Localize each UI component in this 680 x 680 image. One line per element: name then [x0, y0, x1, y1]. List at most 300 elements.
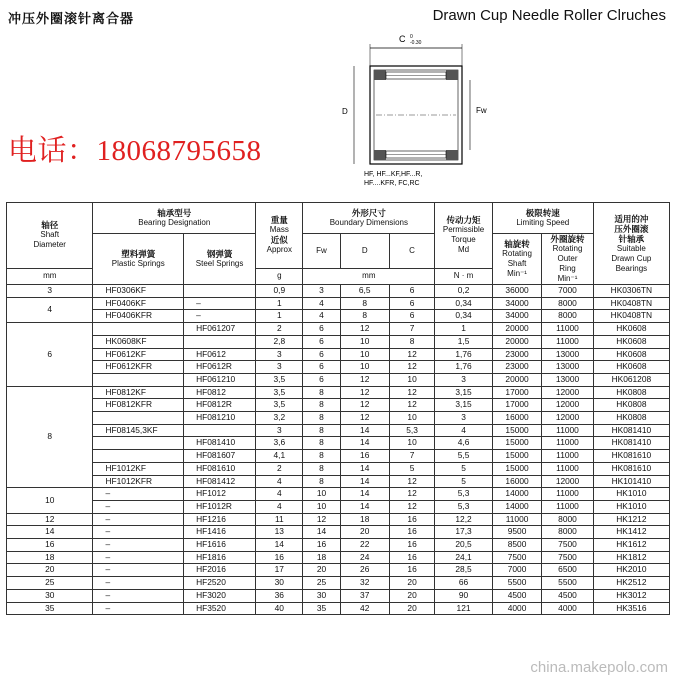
torque-cell: 17,3 [435, 526, 493, 539]
rotating-ring-cell: 11000 [542, 488, 593, 501]
torque-cell: 90 [435, 589, 493, 602]
rotating-shaft-cell: 14000 [492, 500, 541, 513]
suitable-bearing-cell: HK3012 [593, 589, 669, 602]
steel-spring-cell: HF081410 [184, 437, 256, 450]
mass-cell: 4 [256, 475, 303, 488]
steel-spring-cell: HF2520 [184, 577, 256, 590]
mass-cell: 4 [256, 488, 303, 501]
steel-spring-cell: HF1816 [184, 551, 256, 564]
d-cell: 16 [340, 450, 389, 463]
torque-cell: 5 [435, 462, 493, 475]
plastic-spring-cell: HF0406KF [93, 297, 184, 310]
fw-cell: 35 [303, 602, 340, 615]
suitable-bearing-cell: HK0608 [593, 335, 669, 348]
plastic-spring-cell: – [93, 526, 184, 539]
fw-cell: 6 [303, 361, 340, 374]
suitable-bearing-cell: HK1010 [593, 488, 669, 501]
plastic-spring-cell [93, 412, 184, 425]
table-row [7, 475, 670, 488]
table-body [7, 285, 670, 615]
rotating-shaft-cell: 5500 [492, 577, 541, 590]
rotating-shaft-cell: 11000 [492, 513, 541, 526]
mass-cell: 3,2 [256, 412, 303, 425]
steel-spring-cell: HF0612 [184, 348, 256, 361]
d-cell: 12 [340, 399, 389, 412]
steel-spring-cell: HF061210 [184, 373, 256, 386]
header-steel-springs: 钢弹簧 Steel Springs [184, 234, 256, 285]
mass-cell: 16 [256, 551, 303, 564]
mass-cell: 40 [256, 602, 303, 615]
fw-cell: 8 [303, 386, 340, 399]
mass-cell: 2 [256, 462, 303, 475]
plastic-spring-cell: – [93, 513, 184, 526]
suitable-bearing-cell: HK1010 [593, 500, 669, 513]
fw-cell: 4 [303, 310, 340, 323]
torque-cell: 28,5 [435, 564, 493, 577]
plastic-spring-cell: HF0612KF [93, 348, 184, 361]
shaft-diameter-cell: 20 [7, 564, 93, 577]
c-cell: 16 [389, 526, 434, 539]
d-cell: 12 [340, 412, 389, 425]
plastic-spring-cell [93, 373, 184, 386]
fw-cell: 8 [303, 437, 340, 450]
rotating-shaft-cell: 15000 [492, 424, 541, 437]
d-cell: 14 [340, 437, 389, 450]
suitable-bearing-cell: HK0408TN [593, 310, 669, 323]
torque-cell: 12,2 [435, 513, 493, 526]
table-row [7, 373, 670, 386]
torque-cell: 0,34 [435, 297, 493, 310]
d-cell: 8 [340, 310, 389, 323]
c-cell: 12 [389, 386, 434, 399]
shaft-diameter-cell: 16 [7, 539, 93, 552]
table-row [7, 437, 670, 450]
plastic-spring-cell: HF0306KF [93, 285, 184, 298]
rotating-ring-cell: 11000 [542, 424, 593, 437]
fw-cell: 6 [303, 348, 340, 361]
mass-cell: 3 [256, 348, 303, 361]
torque-cell: 5,3 [435, 488, 493, 501]
fw-cell: 8 [303, 424, 340, 437]
rotating-ring-cell: 7500 [542, 551, 593, 564]
torque-cell: 4 [435, 424, 493, 437]
steel-spring-cell: HF061207 [184, 323, 256, 336]
fw-cell: 6 [303, 335, 340, 348]
torque-cell: 5,5 [435, 450, 493, 463]
header-shaft: 轴径 Shaft Diameter [7, 203, 93, 269]
plastic-spring-cell: HF0812KF [93, 386, 184, 399]
c-cell: 12 [389, 475, 434, 488]
suitable-bearing-cell: HK081610 [593, 462, 669, 475]
steel-spring-cell: – [184, 310, 256, 323]
fw-cell: 25 [303, 577, 340, 590]
steel-spring-cell: HF081210 [184, 412, 256, 425]
rotating-shaft-cell: 4000 [492, 602, 541, 615]
rotating-shaft-cell: 23000 [492, 361, 541, 374]
plastic-spring-cell [93, 450, 184, 463]
shaft-diameter-cell: 8 [7, 386, 93, 488]
d-cell: 37 [340, 589, 389, 602]
plastic-spring-cell: – [93, 500, 184, 513]
rotating-ring-cell: 8000 [542, 526, 593, 539]
shaft-diameter-cell: 30 [7, 589, 93, 602]
table-row [7, 539, 670, 552]
c-cell: 6 [389, 285, 434, 298]
steel-spring-cell: HF1012 [184, 488, 256, 501]
plastic-spring-cell: HF0612KFR [93, 361, 184, 374]
suitable-bearing-cell: HK0808 [593, 399, 669, 412]
rotating-ring-cell: 11000 [542, 335, 593, 348]
suitable-bearing-cell: HK0808 [593, 386, 669, 399]
rotating-ring-cell: 13000 [542, 373, 593, 386]
table-row [7, 564, 670, 577]
table-row [7, 526, 670, 539]
table-row [7, 424, 670, 437]
rotating-ring-cell: 11000 [542, 450, 593, 463]
d-cell: 32 [340, 577, 389, 590]
plastic-spring-cell: – [93, 577, 184, 590]
c-cell: 10 [389, 437, 434, 450]
watermark: china.makepolo.com [530, 659, 668, 676]
table-row [7, 589, 670, 602]
d-cell: 14 [340, 424, 389, 437]
rotating-shaft-cell: 20000 [492, 373, 541, 386]
c-cell: 6 [389, 310, 434, 323]
c-cell: 20 [389, 602, 434, 615]
table-row [7, 488, 670, 501]
c-cell: 16 [389, 539, 434, 552]
rotating-shaft-cell: 20000 [492, 323, 541, 336]
rotating-ring-cell: 12000 [542, 399, 593, 412]
rotating-ring-cell: 5500 [542, 577, 593, 590]
suitable-bearing-cell: HK0408TN [593, 297, 669, 310]
plastic-spring-cell: – [93, 564, 184, 577]
shaft-diameter-cell: 4 [7, 297, 93, 322]
rotating-shaft-cell: 14000 [492, 488, 541, 501]
steel-spring-cell: HF0812R [184, 399, 256, 412]
fw-cell: 10 [303, 488, 340, 501]
torque-cell: 5 [435, 475, 493, 488]
plastic-spring-cell: – [93, 488, 184, 501]
rotating-shaft-cell: 4500 [492, 589, 541, 602]
specifications-table-wrapper [6, 202, 670, 615]
rotating-ring-cell: 4500 [542, 589, 593, 602]
rotating-shaft-cell: 34000 [492, 297, 541, 310]
fw-cell: 30 [303, 589, 340, 602]
dim-d-label: D [342, 107, 348, 116]
table-row [7, 513, 670, 526]
shaft-diameter-cell: 35 [7, 602, 93, 615]
table-row [7, 361, 670, 374]
c-cell: 20 [389, 577, 434, 590]
diagram-caption-line1: HF, HF...KF,HF...R, [364, 171, 423, 178]
c-cell: 12 [389, 488, 434, 501]
d-cell: 42 [340, 602, 389, 615]
shaft-diameter-cell: 6 [7, 323, 93, 387]
mass-cell: 0,9 [256, 285, 303, 298]
torque-cell: 1 [435, 323, 493, 336]
steel-spring-cell: HF081607 [184, 450, 256, 463]
steel-spring-cell: HF081610 [184, 462, 256, 475]
torque-cell: 0,2 [435, 285, 493, 298]
d-cell: 14 [340, 500, 389, 513]
suitable-bearing-cell: HK2512 [593, 577, 669, 590]
shaft-diameter-cell: 10 [7, 488, 93, 513]
fw-cell: 6 [303, 323, 340, 336]
rotating-ring-cell: 11000 [542, 323, 593, 336]
d-cell: 12 [340, 373, 389, 386]
c-cell: 16 [389, 564, 434, 577]
rotating-shaft-cell: 36000 [492, 285, 541, 298]
steel-spring-cell: HF1216 [184, 513, 256, 526]
header-boundary-dimensions: 外形尺寸 Boundary Dimensions [303, 203, 435, 234]
mass-cell: 30 [256, 577, 303, 590]
dim-fw-label: Fw [476, 106, 487, 115]
steel-spring-cell: HF0812 [184, 386, 256, 399]
suitable-bearing-cell: HK0608 [593, 348, 669, 361]
table-row [7, 348, 670, 361]
torque-cell: 1,76 [435, 348, 493, 361]
steel-spring-cell: HF2016 [184, 564, 256, 577]
suitable-bearing-cell: HK081610 [593, 450, 669, 463]
d-cell: 8 [340, 297, 389, 310]
table-row [7, 399, 670, 412]
rotating-shaft-cell: 20000 [492, 335, 541, 348]
mass-cell: 3 [256, 424, 303, 437]
plastic-spring-cell: HK0608KF [93, 335, 184, 348]
header-d: D [340, 234, 389, 269]
mass-cell: 1 [256, 310, 303, 323]
table-row [7, 500, 670, 513]
rotating-ring-cell: 11000 [542, 462, 593, 475]
dim-c-label: C [399, 34, 406, 44]
mass-cell: 3,5 [256, 373, 303, 386]
suitable-bearing-cell: HK1212 [593, 513, 669, 526]
fw-cell: 6 [303, 373, 340, 386]
d-cell: 14 [340, 475, 389, 488]
fw-cell: 16 [303, 539, 340, 552]
rotating-ring-cell: 8000 [542, 310, 593, 323]
table-row [7, 462, 670, 475]
torque-cell: 20,5 [435, 539, 493, 552]
page-title-english: Drawn Cup Needle Roller Clruches [432, 7, 666, 24]
suitable-bearing-cell: HK3516 [593, 602, 669, 615]
page-title-chinese: 冲压外圈滚针离合器 [8, 12, 135, 27]
table-row [7, 577, 670, 590]
plastic-spring-cell: – [93, 539, 184, 552]
rotating-ring-cell: 6500 [542, 564, 593, 577]
phone-number: 电话：18068795658 [8, 135, 262, 167]
mass-cell: 3 [256, 361, 303, 374]
rotating-ring-cell: 12000 [542, 412, 593, 425]
suitable-bearing-cell: HK0608 [593, 323, 669, 336]
mass-cell: 3,5 [256, 386, 303, 399]
rotating-ring-cell: 12000 [542, 386, 593, 399]
torque-cell: 3 [435, 412, 493, 425]
shaft-diameter-cell: 14 [7, 526, 93, 539]
steel-spring-cell: HF0612R [184, 361, 256, 374]
rotating-ring-cell: 12000 [542, 475, 593, 488]
table-row [7, 551, 670, 564]
mass-cell: 2 [256, 323, 303, 336]
c-cell: 12 [389, 399, 434, 412]
steel-spring-cell: HF1416 [184, 526, 256, 539]
header-torque-unit: N · m [435, 268, 493, 284]
c-cell: 8 [389, 335, 434, 348]
rotating-ring-cell: 7000 [542, 285, 593, 298]
c-cell: 10 [389, 412, 434, 425]
fw-cell: 3 [303, 285, 340, 298]
rotating-ring-cell: 13000 [542, 348, 593, 361]
header-mass: 重量 Mass 近似 Approx [256, 203, 303, 269]
rotating-shaft-cell: 7500 [492, 551, 541, 564]
torque-cell: 4,6 [435, 437, 493, 450]
rotating-shaft-cell: 34000 [492, 310, 541, 323]
table-row [7, 412, 670, 425]
torque-cell: 3,15 [435, 386, 493, 399]
header-torque: 传动力矩 Permissible Torque Md [435, 203, 493, 269]
suitable-bearing-cell: HK081410 [593, 424, 669, 437]
header-c: C [389, 234, 434, 269]
torque-cell: 1,5 [435, 335, 493, 348]
d-cell: 12 [340, 323, 389, 336]
header-rotating-outer-ring: 外圈旋转 Rotating Outer Ring Min⁻¹ [542, 234, 593, 285]
suitable-bearing-cell: HK061208 [593, 373, 669, 386]
header-limiting-speed: 极限转速 Limiting Speed [492, 203, 593, 234]
plastic-spring-cell: HF08145,3KF [93, 424, 184, 437]
rotating-shaft-cell: 15000 [492, 437, 541, 450]
steel-spring-cell: HF3020 [184, 589, 256, 602]
steel-spring-cell: HF1616 [184, 539, 256, 552]
rotating-shaft-cell: 8500 [492, 539, 541, 552]
fw-cell: 4 [303, 297, 340, 310]
shaft-diameter-cell: 3 [7, 285, 93, 298]
d-cell: 10 [340, 348, 389, 361]
rotating-shaft-cell: 15000 [492, 462, 541, 475]
d-cell: 14 [340, 462, 389, 475]
fw-cell: 8 [303, 399, 340, 412]
bearing-cross-section-diagram [336, 30, 516, 190]
fw-cell: 18 [303, 551, 340, 564]
header-rotating-shaft: 轴旋转 Rotating Shaft Min⁻¹ [492, 234, 541, 285]
rotating-ring-cell: 4000 [542, 602, 593, 615]
d-cell: 14 [340, 488, 389, 501]
mass-cell: 3,5 [256, 399, 303, 412]
plastic-spring-cell: HF0812KFR [93, 399, 184, 412]
rotating-shaft-cell: 9500 [492, 526, 541, 539]
plastic-spring-cell: – [93, 551, 184, 564]
table-row [7, 285, 670, 298]
plastic-spring-cell [93, 437, 184, 450]
plastic-spring-cell [93, 323, 184, 336]
d-cell: 10 [340, 361, 389, 374]
plastic-spring-cell: – [93, 589, 184, 602]
table-row [7, 323, 670, 336]
fw-cell: 14 [303, 526, 340, 539]
rotating-shaft-cell: 7000 [492, 564, 541, 577]
rotating-ring-cell: 7500 [542, 539, 593, 552]
fw-cell: 8 [303, 475, 340, 488]
mass-cell: 4,1 [256, 450, 303, 463]
mass-cell: 11 [256, 513, 303, 526]
c-cell: 10 [389, 373, 434, 386]
header-shaft-unit: mm [7, 268, 93, 284]
rotating-ring-cell: 11000 [542, 500, 593, 513]
steel-spring-cell: HF1012R [184, 500, 256, 513]
suitable-bearing-cell: HK1412 [593, 526, 669, 539]
steel-spring-cell [184, 335, 256, 348]
shaft-diameter-cell: 12 [7, 513, 93, 526]
mass-cell: 14 [256, 539, 303, 552]
torque-cell: 3 [435, 373, 493, 386]
rotating-ring-cell: 8000 [542, 297, 593, 310]
rotating-shaft-cell: 17000 [492, 399, 541, 412]
fw-cell: 20 [303, 564, 340, 577]
rotating-shaft-cell: 15000 [492, 450, 541, 463]
steel-spring-cell [184, 424, 256, 437]
c-cell: 7 [389, 450, 434, 463]
d-cell: 6,5 [340, 285, 389, 298]
suitable-bearing-cell: HK2010 [593, 564, 669, 577]
steel-spring-cell: HF3520 [184, 602, 256, 615]
rotating-shaft-cell: 16000 [492, 412, 541, 425]
c-cell: 5,3 [389, 424, 434, 437]
rotating-ring-cell: 8000 [542, 513, 593, 526]
suitable-bearing-cell: HK0306TN [593, 285, 669, 298]
suitable-bearing-cell: HK1812 [593, 551, 669, 564]
c-cell: 16 [389, 513, 434, 526]
c-cell: 7 [389, 323, 434, 336]
table-row [7, 335, 670, 348]
fw-cell: 8 [303, 412, 340, 425]
mass-cell: 36 [256, 589, 303, 602]
torque-cell: 0,34 [435, 310, 493, 323]
c-cell: 16 [389, 551, 434, 564]
torque-cell: 66 [435, 577, 493, 590]
table-row [7, 310, 670, 323]
steel-spring-cell [184, 285, 256, 298]
d-cell: 18 [340, 513, 389, 526]
rotating-shaft-cell: 17000 [492, 386, 541, 399]
header-mass-unit: g [256, 268, 303, 284]
suitable-bearing-cell: HK081410 [593, 437, 669, 450]
plastic-spring-cell: HF1012KFR [93, 475, 184, 488]
table-row [7, 450, 670, 463]
mass-cell: 4 [256, 500, 303, 513]
table-row [7, 602, 670, 615]
table-row [7, 386, 670, 399]
plastic-spring-cell: HF1012KF [93, 462, 184, 475]
rotating-ring-cell: 13000 [542, 361, 593, 374]
shaft-diameter-cell: 25 [7, 577, 93, 590]
c-cell: 12 [389, 348, 434, 361]
plastic-spring-cell: – [93, 602, 184, 615]
header-dim-unit: mm [303, 268, 435, 284]
mass-cell: 3,6 [256, 437, 303, 450]
c-cell: 12 [389, 361, 434, 374]
fw-cell: 10 [303, 500, 340, 513]
dim-c-tol-lower: -0.30 [410, 40, 422, 46]
d-cell: 22 [340, 539, 389, 552]
d-cell: 12 [340, 386, 389, 399]
steel-spring-cell: – [184, 297, 256, 310]
fw-cell: 8 [303, 450, 340, 463]
specifications-table [6, 202, 670, 615]
mass-cell: 1 [256, 297, 303, 310]
steel-spring-cell: HF081412 [184, 475, 256, 488]
d-cell: 24 [340, 551, 389, 564]
diagram-caption-line2: HF....KFR, FC,RC [364, 180, 420, 187]
